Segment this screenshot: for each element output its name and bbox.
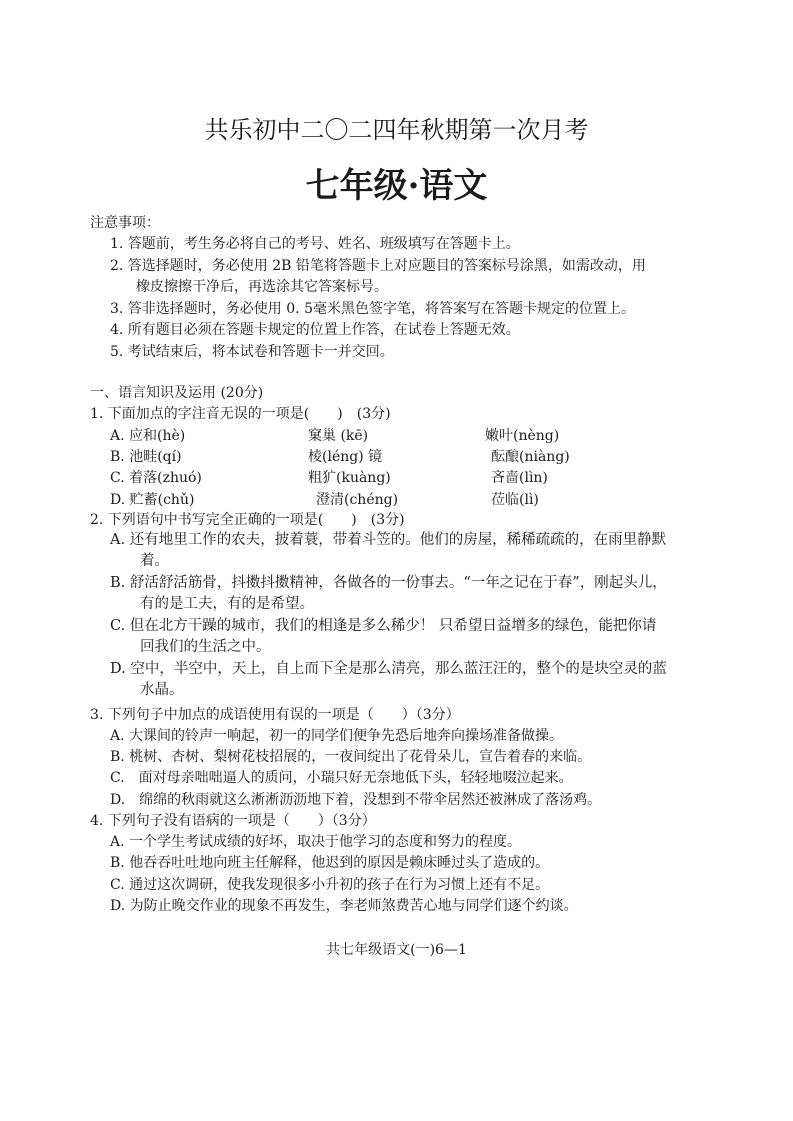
q3-option-line: C. 面对母亲咄咄逼人的质问，小瑞只好无奈地低下头，轻轻地啜泣起来。	[110, 770, 573, 786]
q1-option-cell: B. 池畦(qí)	[110, 449, 182, 465]
q2-option-line: A. 还有地里工作的农夫，披着蓑，带着斗笠的。他们的房屋，稀稀疏疏的，在雨里静默	[110, 532, 667, 548]
q4-option-line: B. 他吞吞吐吐地向班主任解释，他迟到的原因是赖床睡过头了造成的。	[110, 855, 550, 871]
q1-option-cell: D. 贮蓄(chǔ)	[110, 492, 195, 508]
exam-title: 共乐初中二〇二四年秋期第一次月考	[204, 116, 589, 144]
q1-option-cell: 澄清(chéng)	[316, 492, 399, 508]
q1-option-cell: 棱(léng) 镜	[308, 449, 383, 465]
question-3-stem: 3. 下列句子中加点的成语使用有误的一项是（ ）（3分）	[90, 707, 460, 723]
q1-option-cell: 粗犷(kuàng)	[308, 470, 391, 486]
q2-option-line: 水晶。	[140, 682, 184, 698]
q2-option-line: 回我们的生活之中。	[140, 639, 271, 655]
q2-option-line: C. 但在北方干躁的城市，我们的相逢是多么稀少！ 只希望日益增多的绿色，能把你请	[110, 618, 657, 634]
q3-option-line: D. 绵绵的秋雨就这么淅淅沥沥地下着，没想到不带伞居然还被淋成了落汤鸡。	[110, 792, 602, 808]
question-1-stem: 1. 下面加点的字注音无误的一项是( ) (3分)	[90, 406, 391, 422]
q4-option-line: C. 通过这次调研，使我发现很多小升初的孩子在行为习惯上还有不足。	[110, 877, 550, 893]
q4-option-line: A. 一个学生考试成绩的好坏，取决于他学习的态度和努力的程度。	[110, 834, 522, 850]
q1-option-cell: A. 应和(hè)	[110, 428, 186, 444]
q1-option-cell: 酝酿(niàng)	[491, 449, 570, 465]
notice-item: 3. 答非选择题时，务必使用 0. 5毫米黑色签字笔，将答案写在答题卡规定的位置上。	[110, 301, 635, 317]
q1-option-cell: 嫩叶(nèng)	[485, 428, 560, 444]
q3-option-line: B. 桃树、杏树、梨树花枝招展的，一夜间绽出了花骨朵儿，宣告着春的来临。	[110, 749, 592, 765]
section-heading: 一、语言知识及运用 (20分)	[90, 385, 264, 401]
grade-subject-title: 七年级·语文	[305, 166, 488, 206]
notice-item-continued: 橡皮擦擦干净后，再选涂其它答案标号。	[136, 279, 388, 295]
q2-option-line: D. 空中，半空中，天上，自上而下全是那么清亮，那么蓝汪汪的，整个的是块空灵的蓝	[110, 661, 667, 677]
notice-item: 2. 答选择题时，务必使用 2B 铅笔将答题卡上对应题目的答案标号涂黑，如需改动，用	[110, 258, 646, 274]
notice-item: 4. 所有题目必须在答题卡规定的位置上作答，在试卷上答题无效。	[110, 322, 520, 338]
q1-option-cell: 莅临(lì)	[491, 492, 539, 508]
q2-option-line: 有的是工夫，有的是希望。	[140, 596, 314, 612]
q1-option-cell: 吝啬(lìn)	[491, 470, 548, 486]
notice-item: 5. 考试结束后，将本试卷和答题卡一并交回。	[110, 344, 394, 360]
question-4-stem: 4. 下列句子没有语病的一项是（ ）（3分）	[90, 813, 376, 829]
q2-option-line: 着。	[140, 553, 169, 569]
q1-option-cell: C. 着落(zhuó)	[110, 470, 202, 486]
q1-option-cell: 窠巢 (kē)	[308, 428, 369, 444]
q4-option-line: D. 为防止晚交作业的现象不再发生，李老师煞费苦心地与同学们逐个约谈。	[110, 898, 578, 914]
notice-heading: 注意事项：	[90, 215, 160, 231]
question-2-stem: 2. 下列语句中书写完全正确的一项是( ) (3分)	[90, 512, 405, 528]
q2-option-line: B. 舒活舒活筋骨，抖擞抖擞精神，各做各的一份事去。“一年之记在于春”，刚起头儿，	[110, 575, 667, 591]
notice-item: 1. 答题前，考生务必将自己的考号、姓名、班级填写在答题卡上。	[110, 236, 520, 252]
page-footer: 共七年级语文(一)6—1	[326, 942, 467, 958]
q3-option-line: A. 大课间的铃声一响起，初一的同学们便争先恐后地奔向操场准备做操。	[110, 728, 564, 744]
